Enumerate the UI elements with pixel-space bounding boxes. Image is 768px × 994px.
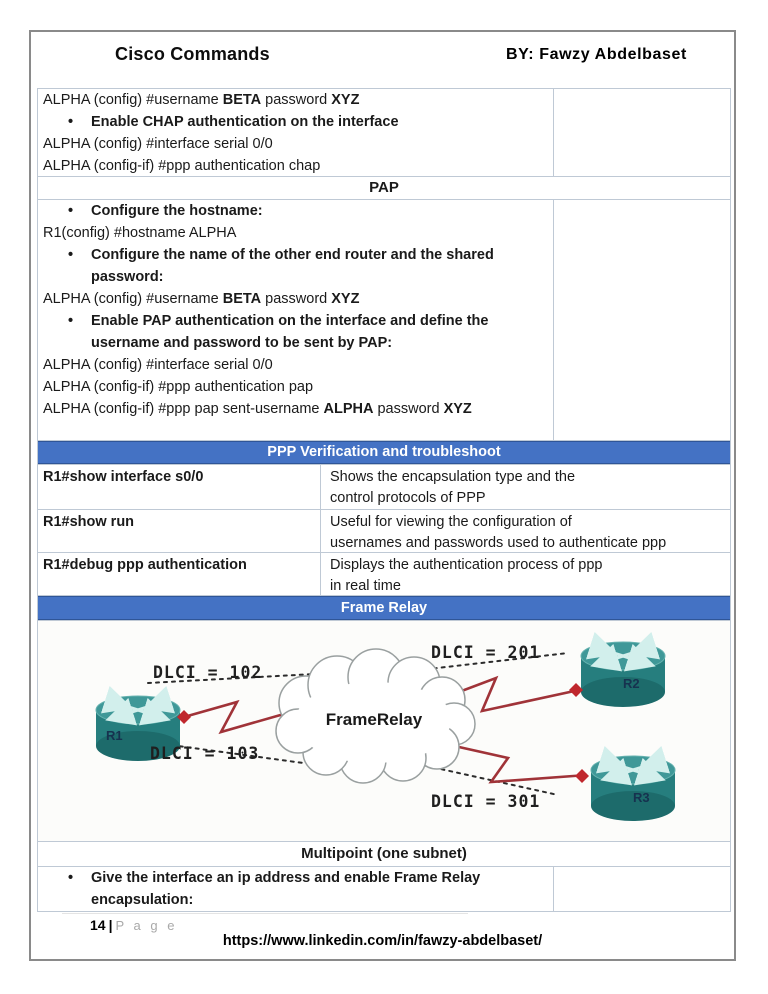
command-cell: R1#show interface s0/0 — [38, 465, 321, 509]
description-cell — [321, 510, 730, 552]
dlci-201-label: DLCI = 201 — [431, 643, 541, 662]
dlci-102-label: DLCI = 102 — [153, 663, 263, 682]
description-cell — [321, 465, 730, 509]
description-line: Displays the authentication process of ppp — [330, 557, 603, 573]
cloud-r3-link — [450, 745, 587, 782]
table-row — [38, 596, 730, 621]
frame-relay-diagram-row — [38, 621, 730, 842]
description-line: Useful for viewing the configuration of — [330, 514, 572, 530]
bullet-continuation-line: username and password to be sent by PAP: — [91, 335, 393, 351]
r1-cloud-link — [184, 702, 284, 732]
document-title: Cisco Commands — [115, 44, 270, 64]
table-row — [38, 510, 730, 553]
command-line: ALPHA (config) #username BETA password XYZ — [43, 92, 360, 108]
table-row — [38, 553, 730, 596]
command-line: ALPHA (config) #username BETA password XYZ — [43, 291, 360, 307]
r3-port-diamond — [575, 769, 589, 783]
frame-relay-header: Frame Relay — [38, 596, 730, 620]
table-row — [38, 465, 730, 510]
description-line: control protocols of PPP — [330, 490, 486, 506]
router-r3-icon — [591, 756, 675, 821]
page-number — [90, 917, 177, 933]
table-row — [38, 177, 730, 200]
bullet-line: • Configure the hostname: — [38, 200, 553, 222]
command-line: ALPHA (config-if) #ppp authentication chap — [43, 158, 321, 174]
router-r1-label: R1 — [106, 728, 123, 743]
description-line: Shows the encapsulation type and the — [330, 469, 576, 485]
table-row — [38, 200, 730, 441]
command-line: ALPHA (config) #interface serial 0/0 — [43, 357, 273, 373]
pap-section-header: PAP — [369, 179, 399, 196]
commands-table — [37, 88, 731, 912]
command-cell: R1#show run — [38, 510, 321, 552]
description-line: usernames and passwords used to authenticate ppp — [330, 535, 667, 551]
bullet-line: • Configure the name of the other end router and the shared — [38, 244, 553, 266]
table-row — [38, 867, 730, 911]
router-r3-label: R3 — [633, 790, 650, 805]
command-line: R1(config) #hostname ALPHA — [43, 225, 237, 241]
command-line: ALPHA (config-if) #ppp pap sent-username ALPHA password XYZ — [43, 401, 472, 417]
footer-divider — [62, 913, 468, 914]
bullet-line: • Enable CHAP authentication on the interface — [38, 111, 553, 133]
multipoint-section-header: Multipoint (one subnet) — [301, 845, 467, 862]
command-cell: R1#debug ppp authentication — [38, 553, 321, 595]
page-word: P a g e — [115, 918, 178, 933]
empty-cell — [554, 200, 730, 440]
table-row — [38, 842, 730, 867]
empty-cell — [554, 867, 730, 911]
frame-relay-cloud — [276, 649, 475, 783]
page-number-value: 14 — [90, 917, 106, 933]
dlci-301-label: DLCI = 301 — [431, 792, 541, 811]
linkedin-url[interactable]: https://www.linkedin.com/in/fawzy-abdelbaset/ — [222, 933, 543, 949]
chap-commands-cell — [38, 89, 554, 176]
ppp-verification-header: PPP Verification and troubleshoot — [38, 441, 730, 464]
description-cell — [321, 553, 730, 595]
router-r2-label: R2 — [623, 676, 640, 691]
bullet-line: • Enable PAP authentication on the interface and define the — [38, 310, 553, 332]
router-r2-icon — [581, 642, 665, 707]
author-byline: BY: Fawzy Abdelbaset — [506, 46, 687, 63]
command-line: ALPHA (config) #interface serial 0/0 — [43, 136, 273, 152]
command-line: ALPHA (config-if) #ppp authentication pap — [43, 379, 314, 395]
frame-relay-diagram — [38, 621, 730, 841]
dlci-103-label: DLCI = 103 — [150, 744, 260, 763]
description-line: in real time — [330, 578, 401, 594]
bullet-continuation-line: password: — [91, 269, 164, 285]
r2-port-diamond — [569, 683, 583, 697]
table-row — [38, 441, 730, 465]
page-number-separator: | — [108, 917, 113, 933]
multipoint-commands-cell — [38, 867, 554, 911]
bullet-line: • Give the interface an ip address and enable Frame Relay — [38, 867, 553, 889]
table-row — [38, 89, 730, 177]
empty-cell — [554, 89, 730, 176]
cloud-label: FrameRelay — [325, 710, 423, 729]
pap-commands-cell — [38, 200, 554, 440]
bullet-continuation-line: encapsulation: — [91, 892, 194, 908]
